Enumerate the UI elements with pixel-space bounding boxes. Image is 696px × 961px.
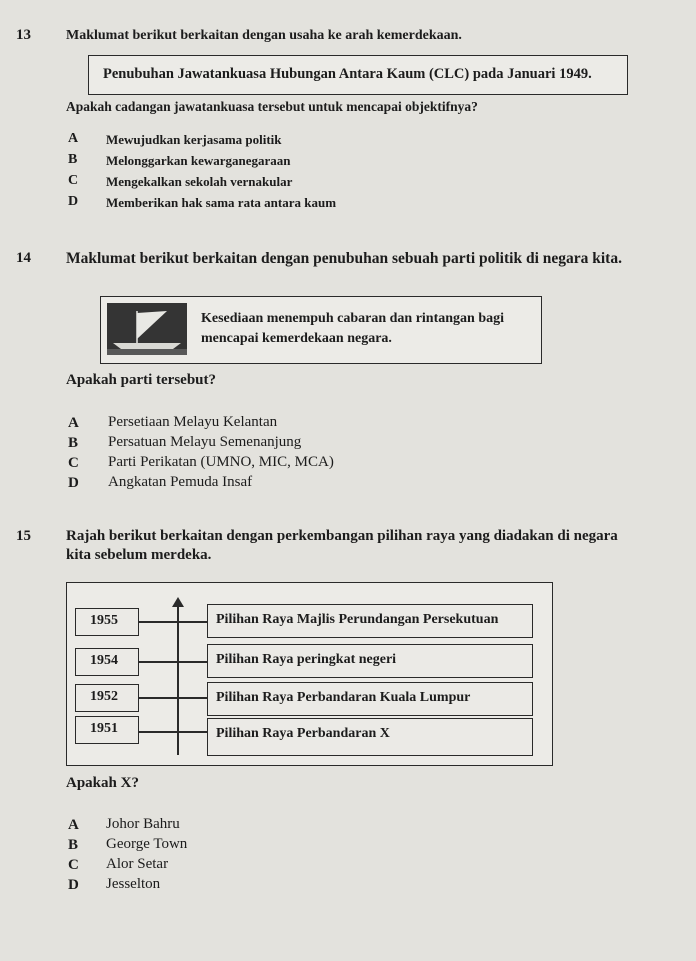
q15-option-d[interactable]: Jesselton xyxy=(106,876,161,892)
q13-option-a-letter: A xyxy=(68,131,79,146)
q15-option-a[interactable]: Johor Bahru xyxy=(106,816,180,832)
event-label: Pilihan Raya Perbandaran Kuala Lumpur xyxy=(216,690,471,705)
year-label: 1955 xyxy=(90,613,118,628)
timeline-event-1952 xyxy=(207,682,533,716)
q15-option-c-letter: C xyxy=(68,857,79,873)
arrow-up-icon xyxy=(171,597,185,609)
q14-option-d[interactable]: Angkatan Pemuda Insaf xyxy=(108,474,253,490)
q14-option-a-letter: A xyxy=(68,415,79,431)
q14-question: Apakah parti tersebut? xyxy=(66,372,217,388)
q14-stem: Maklumat berikut berkaitan dengan penubuhan sebuah parti politik di negara kita. xyxy=(66,250,622,267)
q13-option-d-letter: D xyxy=(68,194,79,209)
q14-option-b-letter: B xyxy=(68,435,79,451)
q13-stem: Maklumat berikut berkaitan dengan usaha ke arah kemerdekaan. xyxy=(66,28,462,43)
q13-option-b[interactable]: Melonggarkan kewarganegaraan xyxy=(106,153,291,168)
timeline-year-1954 xyxy=(75,648,139,676)
sailboat-icon xyxy=(107,303,187,355)
q13-option-c-letter: C xyxy=(68,173,79,188)
timeline-event-1954 xyxy=(207,644,533,678)
event-label: Pilihan Raya Majlis Perundangan Persekutuan xyxy=(216,612,499,627)
q13-box-text: Penubuhan Jawatankuasa Hubungan Antara Kaum (CLC) pada Januari 1949. xyxy=(103,66,592,82)
q15-stem-line2: kita sebelum merdeka. xyxy=(66,547,212,563)
q14-number: 14 xyxy=(16,250,31,266)
q15-stem-line1: Rajah berikut berkaitan dengan perkembangan pilihan raya yang diadakan di negara xyxy=(66,528,618,544)
timeline-year-1955 xyxy=(75,608,139,636)
connector-line xyxy=(139,661,207,663)
q15-question: Apakah X? xyxy=(66,775,139,791)
q13-option-b-letter: B xyxy=(68,152,78,167)
q14-box-text: Kesediaan menempuh cabaran dan rintangan bagi mencapai kemerdekaan negara. xyxy=(201,311,504,346)
q14-option-d-letter: D xyxy=(68,475,79,491)
year-label: 1954 xyxy=(90,653,118,668)
timeline-event-1951 xyxy=(207,718,533,756)
event-label: Pilihan Raya Perbandaran X xyxy=(216,726,390,741)
timeline-year-1952 xyxy=(75,684,139,712)
q15-option-b-letter: B xyxy=(68,837,79,853)
q13-number: 13 xyxy=(16,27,31,43)
year-label: 1951 xyxy=(90,721,118,736)
timeline-event-1955 xyxy=(207,604,533,638)
timeline-axis xyxy=(177,605,179,755)
q15-number: 15 xyxy=(16,528,31,544)
q13-info-box xyxy=(88,55,628,95)
event-label: Pilihan Raya peringkat negeri xyxy=(216,652,397,667)
q13-option-a[interactable]: Mewujudkan kerjasama politik xyxy=(106,132,282,147)
q15-option-d-letter: D xyxy=(68,877,79,893)
connector-line xyxy=(139,697,207,699)
connector-line xyxy=(139,621,207,623)
q14-option-b[interactable]: Persatuan Melayu Semenanjung xyxy=(108,434,302,450)
ship-image xyxy=(107,303,187,355)
q14-option-c[interactable]: Parti Perikatan (UMNO, MIC, MCA) xyxy=(108,454,334,470)
q13-option-c[interactable]: Mengekalkan sekolah vernakular xyxy=(106,174,293,189)
q15-timeline-diagram xyxy=(66,582,553,766)
q14-option-a[interactable]: Persetiaan Melayu Kelantan xyxy=(108,414,278,430)
q13-option-d[interactable]: Memberikan hak sama rata antara kaum xyxy=(106,195,337,210)
q13-question: Apakah cadangan jawatankuasa tersebut untuk mencapai objektifnya? xyxy=(66,99,478,114)
timeline-year-1951 xyxy=(75,716,139,744)
q15-option-b[interactable]: George Town xyxy=(106,836,188,852)
q14-info-box xyxy=(100,296,542,364)
year-label: 1952 xyxy=(90,689,118,704)
connector-line xyxy=(139,731,207,733)
q14-option-c-letter: C xyxy=(68,455,79,471)
q15-option-c[interactable]: Alor Setar xyxy=(106,856,169,872)
q15-option-a-letter: A xyxy=(68,817,79,833)
